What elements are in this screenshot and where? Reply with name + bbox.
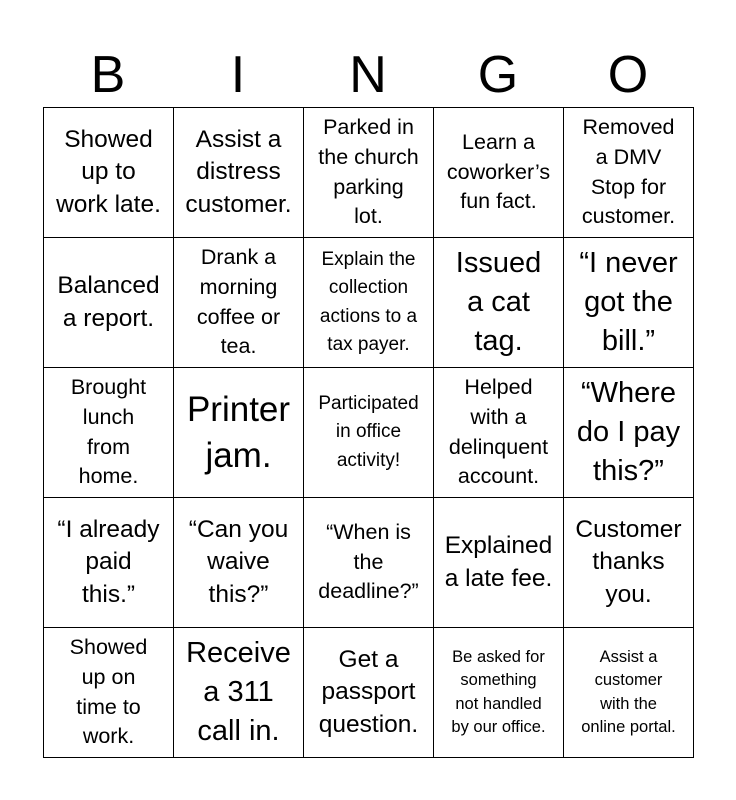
- bingo-cell-r1-c5[interactable]: [564, 108, 694, 238]
- bingo-cell-r1-c1[interactable]: [44, 108, 174, 238]
- cell-text: Be asked for something not handled by our office.: [451, 648, 546, 736]
- bingo-header: [43, 44, 693, 106]
- bingo-cell-r5-c3[interactable]: [304, 628, 434, 758]
- bingo-cell-r3-c1[interactable]: [44, 368, 174, 498]
- cell-text: Balanced a report.: [57, 272, 160, 332]
- cell-text: Assist a customer with the online portal.: [581, 648, 676, 736]
- bingo-cell-r5-c1[interactable]: [44, 628, 174, 758]
- cell-text: Showed up on time to work.: [69, 635, 148, 749]
- bingo-cell-r2-c1[interactable]: [44, 238, 174, 368]
- bingo-board: [43, 107, 694, 758]
- bingo-cell-r1-c3[interactable]: [304, 108, 434, 238]
- cell-text: Helped with a delinquent account.: [448, 375, 549, 489]
- bingo-cell-r5-c5[interactable]: [564, 628, 694, 758]
- header-letter-b: B: [90, 46, 126, 104]
- cell-text: “I never got the bill.”: [579, 247, 678, 357]
- bingo-cell-r5-c2[interactable]: [174, 628, 304, 758]
- bingo-cell-r3-c4[interactable]: [434, 368, 564, 498]
- cell-text: Participated in office activity!: [318, 392, 419, 471]
- cell-text: Assist a distress customer.: [185, 126, 292, 218]
- bingo-cell-r2-c2[interactable]: [174, 238, 304, 368]
- bingo-cell-r4-c2[interactable]: [174, 498, 304, 628]
- cell-text: Printer jam.: [186, 390, 291, 475]
- cell-text: Get a passport question.: [318, 646, 419, 738]
- header-letter-i: I: [230, 46, 246, 104]
- bingo-cell-r4-c4[interactable]: [434, 498, 564, 628]
- cell-text: Customer thanks you.: [575, 516, 682, 608]
- bingo-cell-r4-c1[interactable]: [44, 498, 174, 628]
- bingo-cell-r2-c5[interactable]: [564, 238, 694, 368]
- cell-text: “Where do I pay this?”: [576, 377, 681, 487]
- cell-text: Drank a morning coffee or tea.: [196, 245, 281, 359]
- cell-text: Parked in the church parking lot.: [318, 115, 419, 229]
- bingo-cell-r3-c5[interactable]: [564, 368, 694, 498]
- cell-text: Explained a late fee.: [444, 532, 553, 592]
- header-letter-g: G: [477, 46, 519, 104]
- cell-text: Brought lunch from home.: [70, 375, 147, 489]
- cell-text: Showed up to work late.: [56, 126, 161, 218]
- cell-text: “I already paid this.”: [57, 516, 160, 608]
- cell-text: Issued a cat tag.: [455, 247, 542, 357]
- bingo-cell-r2-c4[interactable]: [434, 238, 564, 368]
- header-letter-o: O: [607, 46, 649, 104]
- cell-text: “Can you waive this?”: [188, 516, 289, 608]
- bingo-cell-r1-c4[interactable]: [434, 108, 564, 238]
- bingo-cell-r4-c5[interactable]: [564, 498, 694, 628]
- cell-text: Learn a coworker’s fun fact.: [446, 130, 551, 214]
- bingo-cell-r5-c4[interactable]: [434, 628, 564, 758]
- bingo-cell-r2-c3[interactable]: [304, 238, 434, 368]
- cell-text: Removed a DMV Stop for customer.: [581, 115, 676, 229]
- header-letter-n: N: [349, 46, 387, 104]
- cell-text: “When is the deadline?”: [318, 520, 419, 604]
- cell-text: Explain the collection actions to a tax payer.: [319, 248, 418, 355]
- cell-text: Receive a 311 call in.: [186, 637, 291, 747]
- bingo-cell-r3-c3[interactable]: [304, 368, 434, 498]
- bingo-cell-r3-c2[interactable]: [174, 368, 304, 498]
- bingo-cell-r1-c2[interactable]: [174, 108, 304, 238]
- bingo-cell-r4-c3[interactable]: [304, 498, 434, 628]
